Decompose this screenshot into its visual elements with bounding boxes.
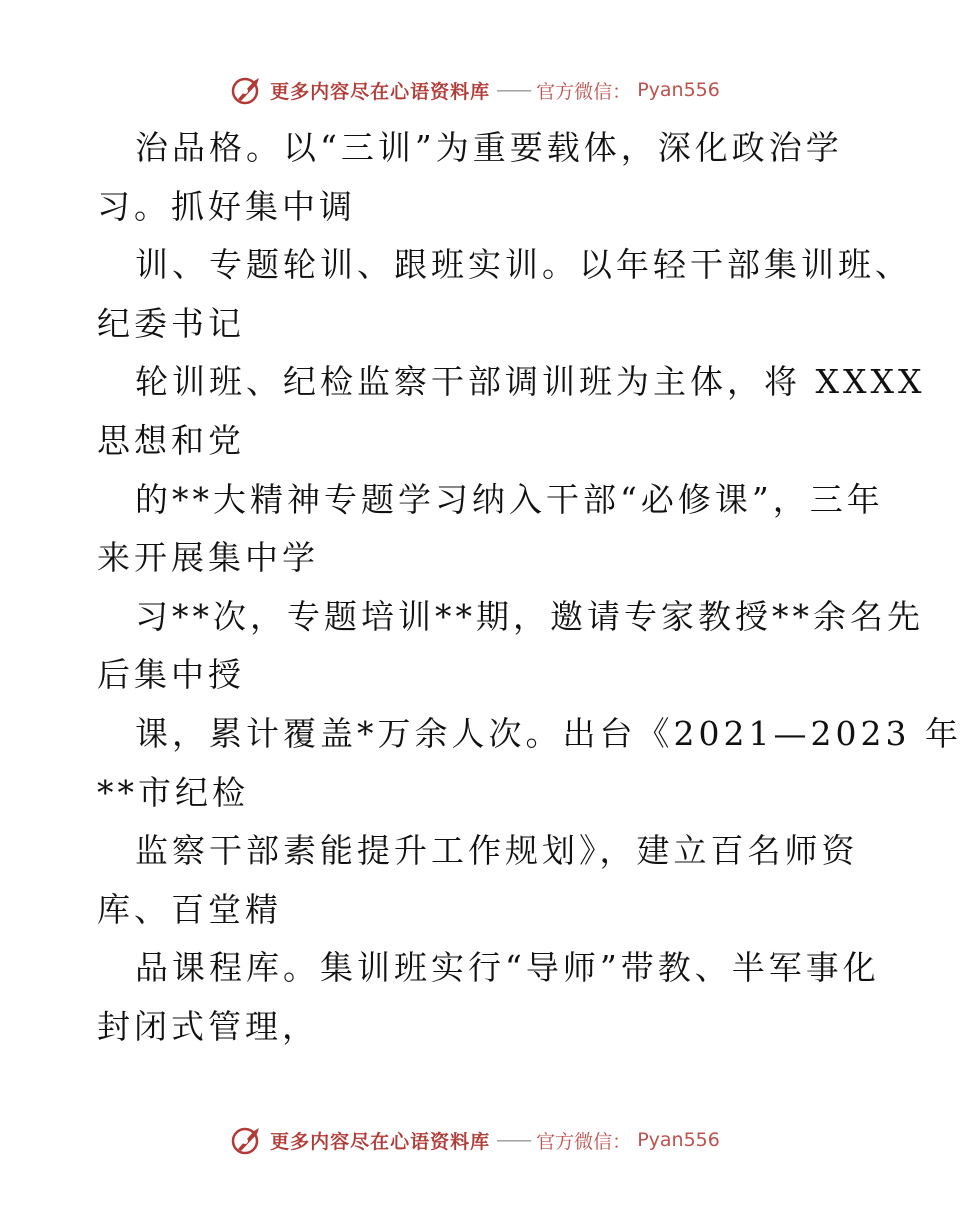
watermark-sub-text: 官方微信： bbox=[536, 80, 632, 103]
watermark-main-text: 更多内容尽在心语资料库 bbox=[270, 80, 491, 103]
body-line-13: 监察干部素能提升工作规划》，建立百名师资 bbox=[135, 831, 859, 871]
body-line-1: 治品格。以“三训”为重要载体，深化政治学 bbox=[135, 128, 843, 167]
pen-logo-icon bbox=[230, 1123, 264, 1157]
body-line-11: 课，累计覆盖*万余人次。出台《2021—2023 年 bbox=[135, 713, 962, 753]
body-line-15: 品课程库。集训班实行“导师”带教、半军事化 bbox=[135, 948, 880, 988]
body-line-14: 库、百堂精 bbox=[97, 889, 282, 929]
watermark-sub-text: 官方微信： bbox=[536, 1130, 632, 1153]
body-line-6: 思想和党 bbox=[97, 420, 245, 460]
watermark-wechat-id: Pyan556 bbox=[637, 79, 720, 101]
body-line-3: 训、专题轮训、跟班实训。以年轻干部集训班、 bbox=[135, 245, 912, 285]
body-line-4: 纪委书记 bbox=[97, 303, 245, 343]
watermark-separator: —— bbox=[496, 79, 531, 101]
body-line-12: **市纪检 bbox=[97, 772, 249, 812]
body-line-10: 后集中授 bbox=[97, 655, 245, 695]
pen-logo-icon bbox=[230, 73, 264, 107]
body-line-8: 来开展集中学 bbox=[97, 538, 319, 578]
body-line-5: 轮训班、纪检监察干部调训班为主体，将 XXXX bbox=[135, 362, 926, 402]
header-watermark bbox=[0, 70, 950, 110]
watermark-main-text: 更多内容尽在心语资料库 bbox=[270, 1130, 491, 1153]
watermark-separator: —— bbox=[496, 1129, 531, 1151]
footer-watermark bbox=[0, 1120, 950, 1160]
watermark-wechat-id: Pyan556 bbox=[637, 1129, 720, 1151]
body-line-7: 的**大精神专题学习纳入干部“必修课”，三年 bbox=[135, 479, 884, 519]
document-body bbox=[97, 119, 962, 1057]
body-line-16: 封闭式管理， bbox=[97, 1006, 319, 1046]
body-line-2: 习。抓好集中调 bbox=[97, 186, 356, 226]
body-line-9: 习**次，专题培训**期，邀请专家教授**余名先 bbox=[135, 596, 924, 636]
